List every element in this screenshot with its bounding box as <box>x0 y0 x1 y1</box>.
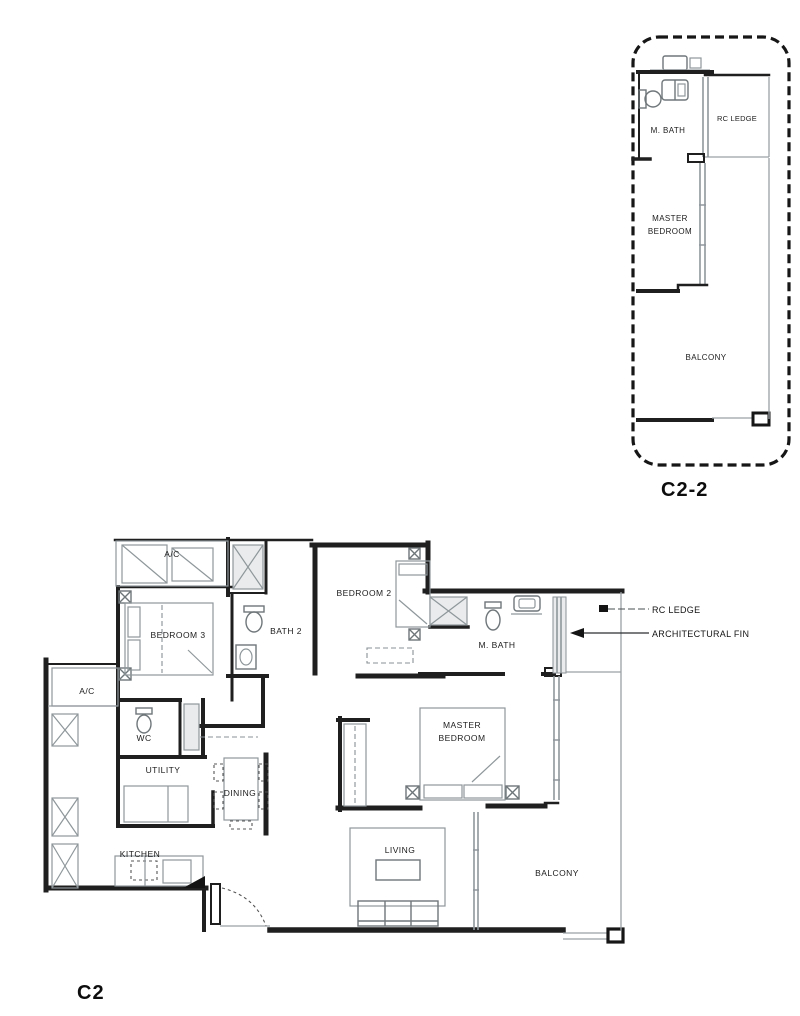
room-label-bath2: BATH 2 <box>270 626 302 636</box>
ac-ledge-top <box>116 541 228 586</box>
column <box>753 413 769 425</box>
m-bath-fixtures-main <box>430 596 542 630</box>
caption-c2-2: C2-2 <box>661 479 709 501</box>
bed <box>396 561 430 627</box>
caption-c2: C2 <box>77 982 105 1004</box>
room-label-living: LIVING <box>384 845 416 855</box>
annotation-label-architectural-fin: ARCHITECTURAL FIN <box>652 629 750 639</box>
wc-fixtures <box>136 708 152 733</box>
room-label-m-bath: M. BATH <box>478 640 516 650</box>
toilet-fixture <box>485 602 501 608</box>
floor-plan-c2 <box>46 539 749 1004</box>
position-plan-walls <box>633 72 769 425</box>
leader-arrowhead <box>570 628 584 638</box>
room-label-rc-ledge: RC LEDGE <box>717 114 757 123</box>
position-plan-c2-2 <box>633 37 789 501</box>
rug <box>350 828 445 906</box>
annotation-label-rc-ledge: RC LEDGE <box>652 605 701 615</box>
shaft <box>184 704 199 750</box>
sofa <box>358 901 438 926</box>
utility-furniture <box>124 786 188 822</box>
sink-fixture <box>514 596 540 611</box>
annotation-rc-ledge <box>599 605 700 615</box>
unit-outline-dashed <box>633 37 789 465</box>
room-label-master-bedroom-line1: MASTER <box>652 214 688 223</box>
toilet-fixture <box>136 708 152 714</box>
room-label-kitchen: KITCHEN <box>119 849 161 859</box>
door-swing-fill <box>183 876 205 888</box>
room-label-ac-side: A/C <box>79 686 95 696</box>
m-bath-fixtures <box>639 80 688 108</box>
room-label-bedroom3: BEDROOM 3 <box>150 630 206 640</box>
room-label-balcony: BALCONY <box>685 353 727 362</box>
leader-marker <box>599 605 608 612</box>
coffee-table <box>376 860 420 880</box>
room-label-bedroom2: BEDROOM 2 <box>336 588 392 598</box>
room-label-utility: UTILITY <box>145 765 181 775</box>
room-label-master-bedroom-line2: BEDROOM <box>647 227 693 236</box>
architectural-fin-wall <box>553 597 566 673</box>
bath2-fixtures <box>233 545 264 669</box>
wardrobe <box>367 648 413 663</box>
exterior-window <box>650 56 710 70</box>
entrance-door <box>183 876 266 926</box>
living-furniture <box>350 828 445 926</box>
bedroom2-furniture <box>367 548 430 663</box>
door-leaf <box>211 884 220 924</box>
room-label-ac-top: A/C <box>164 549 180 559</box>
room-label-m-bath: M. BATH <box>650 126 686 135</box>
floor-plan-walls <box>46 539 623 942</box>
master-bedroom-furniture <box>344 708 519 806</box>
room-label-balcony: BALCONY <box>535 868 579 878</box>
door-frame <box>688 154 704 162</box>
annotation-architectural-fin <box>570 628 749 639</box>
room-label-wc: WC <box>136 733 152 743</box>
room-label-master-bedroom-line1: MASTER <box>442 720 482 730</box>
toilet-fixture <box>244 606 264 612</box>
room-label-master-bedroom-line2: BEDROOM <box>438 733 486 743</box>
room-label-dining: DINING <box>223 788 257 798</box>
